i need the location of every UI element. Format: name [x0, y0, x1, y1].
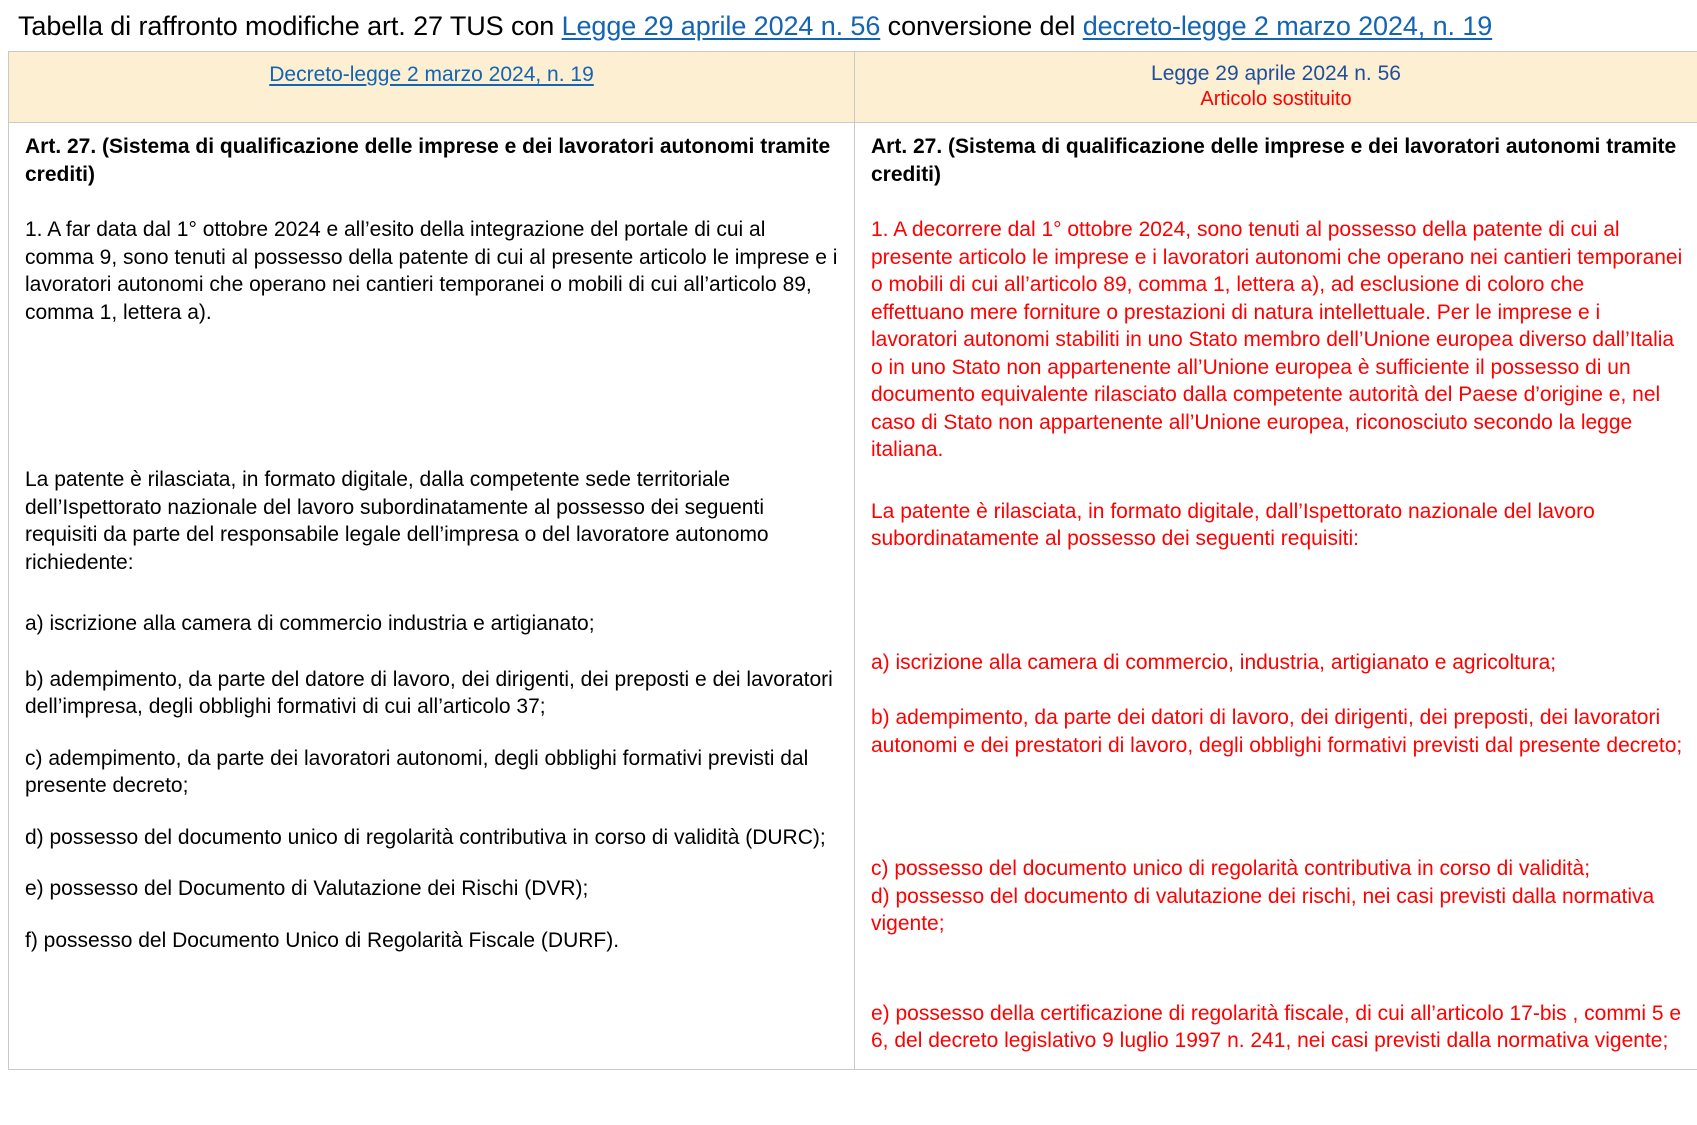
- header-legge-title: Legge 29 aprile 2024 n. 56: [1151, 62, 1401, 85]
- table-body-row: [9, 123, 1697, 1070]
- header-link-decreto-legge[interactable]: Decreto-legge 2 marzo 2024, n. 19: [269, 63, 594, 86]
- spacer: [871, 464, 1683, 498]
- spacer: [871, 938, 1683, 1000]
- left-item-f: f) possesso del Documento Unico di Regolarità Fiscale (DURF).: [25, 928, 620, 952]
- right-paragraph-2: La patente è rilasciata, in formato digitale, dall’Ispettorato nazionale del lavoro subordinatamente al possesso dei seguenti requisiti:: [871, 499, 1595, 550]
- right-item-a: a) iscrizione alla camera di commercio, industria, artigianato e agricoltura;: [871, 650, 1557, 674]
- column-header-legge: [855, 52, 1697, 123]
- column-header-decreto-legge: [9, 52, 855, 123]
- left-item-e: e) possesso del Documento di Valutazione dei Rischi (DVR);: [25, 877, 589, 900]
- spacer: [871, 676, 1683, 704]
- spacer: [25, 188, 840, 216]
- left-item-b: b) adempimento, da parte del datore di lavoro, dei dirigenti, dei preposti e dei lavoratori dell’impresa, degli obblighi formativi di cui all’articolo 37;: [25, 667, 833, 718]
- spacer: [25, 800, 840, 824]
- right-article-heading: Art. 27. (Sistema di qualificazione delle imprese e dei lavoratori autonomi tramite crediti): [871, 135, 1677, 186]
- right-item-e: e) possesso della certificazione di regolarità fiscale, di cui all’articolo 17-bis , commi 5 e 6, del decreto legislativo 9 luglio 1997 n. 241, nei casi previsti dalla normativa vigente;: [871, 1001, 1682, 1052]
- page-title-prefix: Tabella di raffronto modifiche art. 27 TUS con: [18, 11, 562, 41]
- spacer: [25, 903, 840, 927]
- left-paragraph-1: 1. A far data dal 1° ottobre 2024 e all’esito della integrazione del portale di cui al comma 9, sono tenuti al possesso della patente di cui al presente articolo le imprese e i lavoratori autonomi che operano nei cantieri temporanei o mobili di cui all’articolo 89, comma 1, lettera a).: [25, 218, 838, 324]
- page-title-middle: conversione del: [880, 11, 1083, 41]
- page-title: [0, 0, 1697, 51]
- spacer: [25, 721, 840, 745]
- right-item-c: c) possesso del documento unico di regolarità contributiva in corso di validità;: [871, 857, 1591, 880]
- spacer: [25, 576, 840, 610]
- title-link-decreto-legge-19[interactable]: decreto-legge 2 marzo 2024, n. 19: [1082, 11, 1493, 41]
- spacer: [871, 759, 1683, 855]
- table-header-row: [9, 52, 1697, 123]
- title-link-legge-56[interactable]: Legge 29 aprile 2024 n. 56: [561, 11, 881, 41]
- spacer: [25, 851, 840, 875]
- spacer: [25, 638, 840, 666]
- comparison-table: [8, 51, 1697, 1070]
- right-item-d: d) possesso del documento di valutazione dei rischi, nei casi previsti dalla normativa vigente;: [871, 884, 1655, 935]
- spacer: [871, 553, 1683, 649]
- right-item-b: b) adempimento, da parte dei datori di lavoro, dei dirigenti, dei preposti, dei lavoratori autonomi e dei prestatori di lavoro, degli obblighi formativi previsti dal presente decreto;: [871, 706, 1683, 757]
- spacer: [25, 326, 840, 466]
- left-item-d: d) possesso del documento unico di regolarità contributiva in corso di validità (DURC);: [25, 825, 826, 849]
- cell-legge-text: [855, 123, 1697, 1070]
- right-paragraph-1: 1. A decorrere dal 1° ottobre 2024, sono tenuti al possesso della patente di cui al presente articolo le imprese e i lavoratori autonomi che operano nei cantieri temporanei o mobili di cui all’articolo 89, comma 1, lettera a), ad esclusione di coloro che effettuano mere forniture o prestazioni di natura intellettuale. Per le imprese e i lavoratori autonomi stabiliti in uno Stato membro dell’Unione europea diverso dall’Italia o in uno Stato non appartenente all’Unione europea è sufficiente il possesso di un documento equivalente rilasciato dalla competente autorità del Paese d’origine e, nel caso di Stato non appartenente all’Unione europea, riconosciuto secondo la legge italiana.: [871, 218, 1683, 461]
- header-articolo-sostituito: Articolo sostituito: [1200, 88, 1352, 110]
- spacer: [871, 188, 1683, 216]
- cell-decreto-legge-text: [9, 123, 855, 1070]
- left-article-heading: Art. 27. (Sistema di qualificazione delle imprese e dei lavoratori autonomi tramite crediti): [25, 135, 831, 186]
- left-paragraph-2: La patente è rilasciata, in formato digitale, dalla competente sede territoriale dell’Ispettorato nazionale del lavoro subordinatamente al possesso dei seguenti requisiti da parte del responsabile legale dell’impresa o del lavoratore autonomo richiedente:: [25, 468, 769, 574]
- left-item-c: c) adempimento, da parte dei lavoratori autonomi, degli obblighi formativi previsti dal presente decreto;: [25, 746, 809, 797]
- left-item-a: a) iscrizione alla camera di commercio industria e artigianato;: [25, 612, 595, 635]
